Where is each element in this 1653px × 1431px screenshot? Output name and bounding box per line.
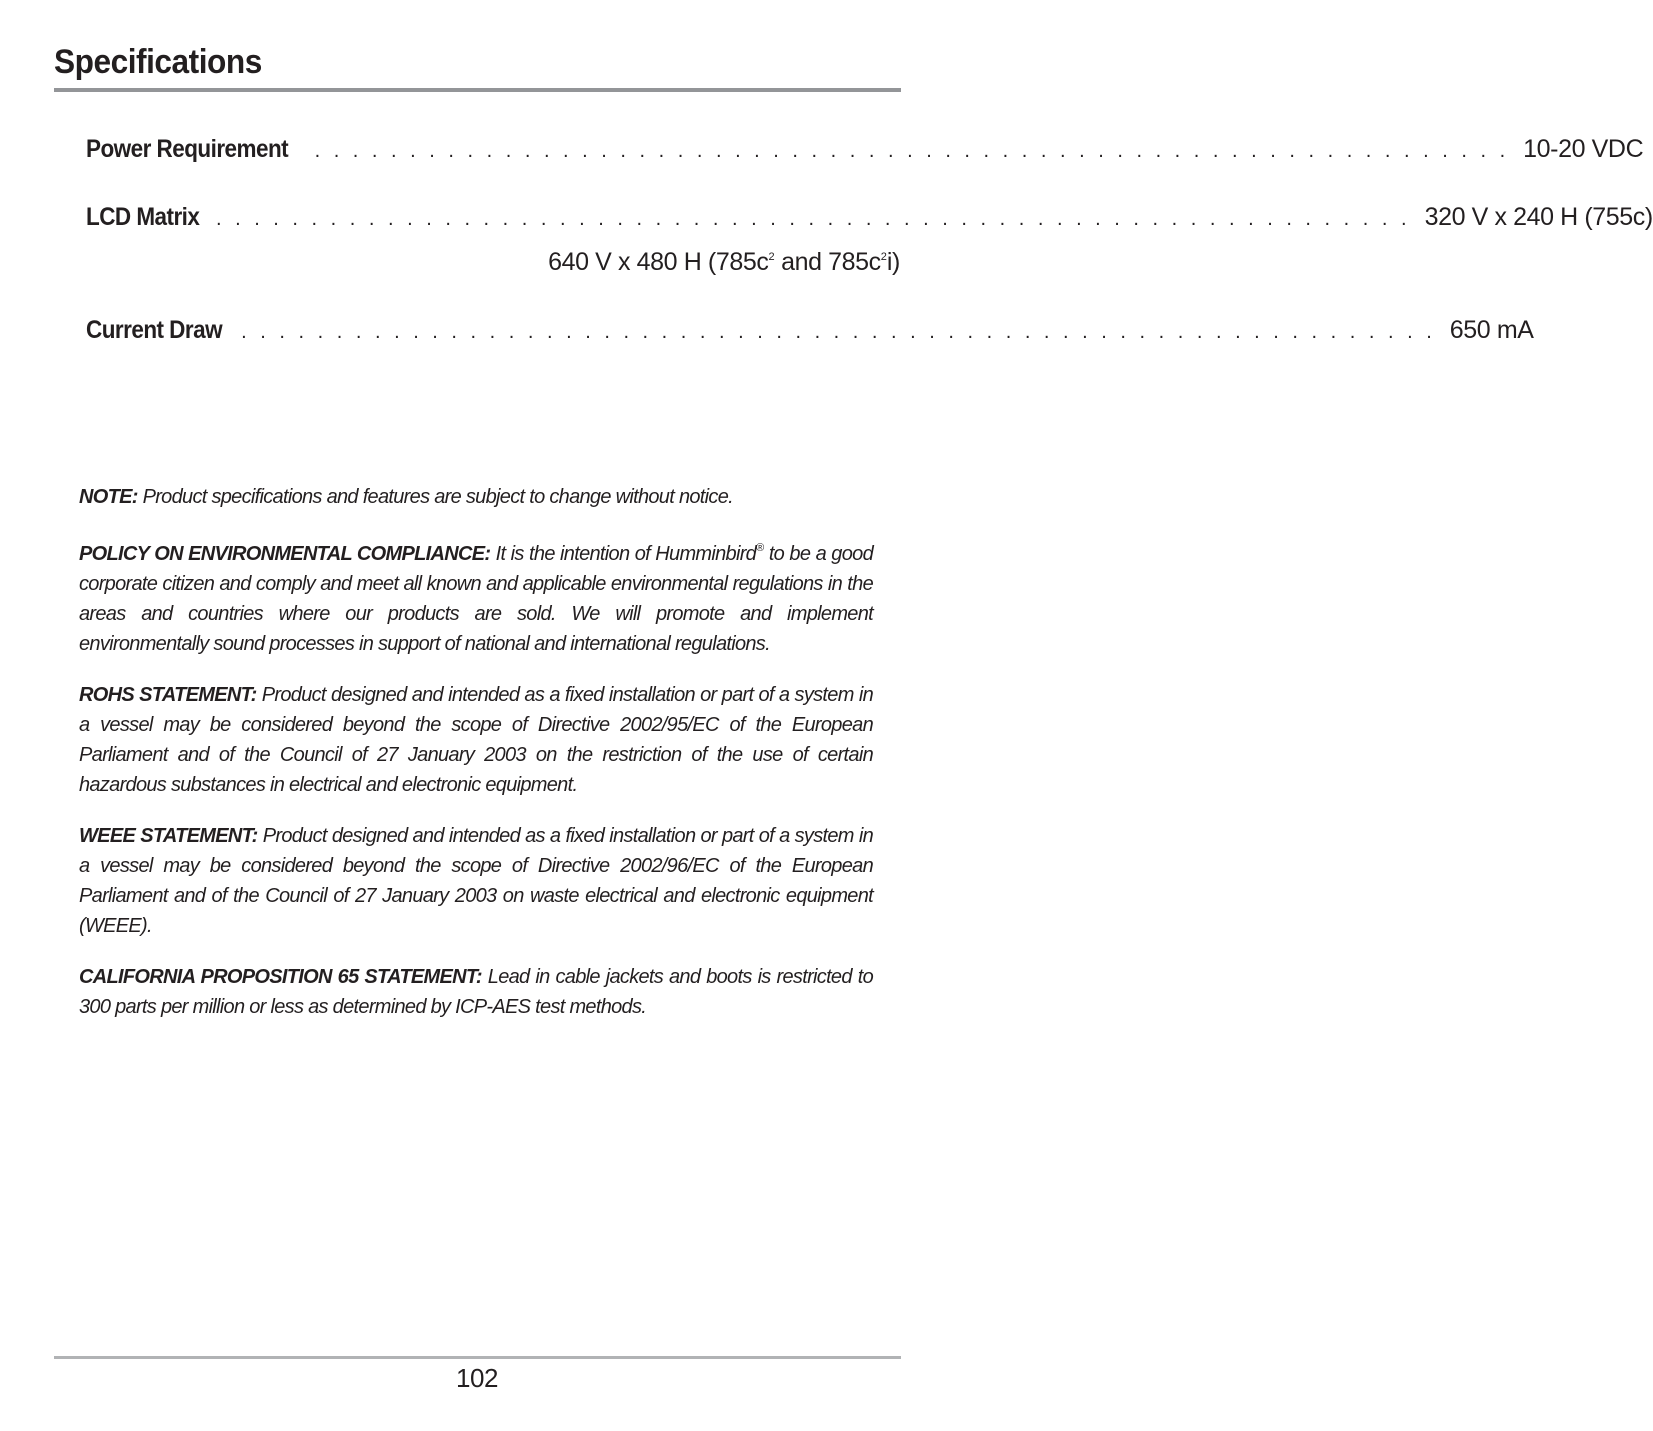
spec-value: 10-20 VDC (1523, 135, 1644, 163)
prop65-paragraph (79, 962, 873, 1022)
page-title: Specifications (54, 43, 262, 81)
prop65-heading: CALIFORNIA PROPOSITION 65 STATEMENT: (79, 966, 482, 988)
registered-mark: ® (756, 542, 764, 554)
leader-dots: . . . . . . . . . . . . . . . . . . . . . . . . . . . . . . . . . . . . . . . . . . . . . . . . . . . . . . . . . . . . . . . (241, 321, 1436, 343)
leader-dots: . . . . . . . . . . . . . . . . . . . . . . . . . . . . . . . . . . . . . . . . . . . . . . . . . . . . . . . . . . . . . . . (215, 208, 1411, 230)
note-paragraph (79, 482, 873, 512)
spec-lcd-matrix (86, 198, 1653, 281)
spec-value: 320 V x 240 H (755c) (1424, 203, 1653, 231)
policy-heading: POLICY ON ENVIRONMENTAL COMPLIANCE: (79, 543, 491, 565)
rohs-heading: ROHS STATEMENT: (79, 684, 257, 706)
spec-current-draw (86, 311, 1534, 351)
leader-dots: . . . . . . . . . . . . . . . . . . . . . . . . . . . . . . . . . . . . . . . . . . . . . . . . . . . . . . . . . . . . . . . (314, 140, 1510, 162)
weee-heading: WEEE STATEMENT: (79, 825, 258, 847)
policy-text-cont: to be a good corporate citizen and comply and meet all known and applicable environmental regulations in the areas and countries where our products are sold. We will promote and implement environmentally sound processes in support of national and international regulations. (79, 543, 873, 655)
specifications-list (86, 130, 1653, 351)
title-divider (54, 88, 901, 92)
policy-text: It is the intention of Humminbird (490, 543, 757, 565)
prop65-text: Lead in cable jackets and boots is restricted to 300 parts per million or less as determined by ICP-AES test methods. (79, 966, 873, 1018)
spec-power-requirement (86, 130, 1644, 170)
footer-divider (54, 1356, 901, 1359)
note-heading: NOTE: (79, 486, 138, 508)
page-number: 102 (456, 1363, 498, 1393)
policy-paragraph (79, 533, 873, 659)
spec-value: 650 mA (1449, 316, 1534, 344)
spec-label: LCD Matrix (86, 203, 200, 231)
spec-label: Current Draw (86, 316, 223, 344)
spec-label: Power Requirement (86, 135, 289, 163)
note-text: Product specifications and features are subject to change without notice. (137, 486, 733, 508)
notes-section (79, 482, 873, 1043)
spec-value-secondary: 640 V x 480 H ($785c^2$ and $785c^2i$) (548, 248, 900, 276)
rohs-paragraph (79, 680, 873, 800)
weee-text: Product designed and intended as a fixed installation or part of a system in a vessel may be considered beyond the scope of Directive 2002/96/EC of the European Parliament and of the Council of 27 January 2003 on waste electrical and electronic equipment (WEEE). (79, 825, 873, 937)
rohs-text: Product designed and intended as a fixed installation or part of a system in a vessel may be considered beyond the scope of Directive 2002/95/EC of the European Parliament and of the Council of 27 January 2003 on the restriction of the use of certain hazardous substances in electrical and electronic equipment. (79, 684, 873, 796)
weee-paragraph (79, 821, 873, 941)
